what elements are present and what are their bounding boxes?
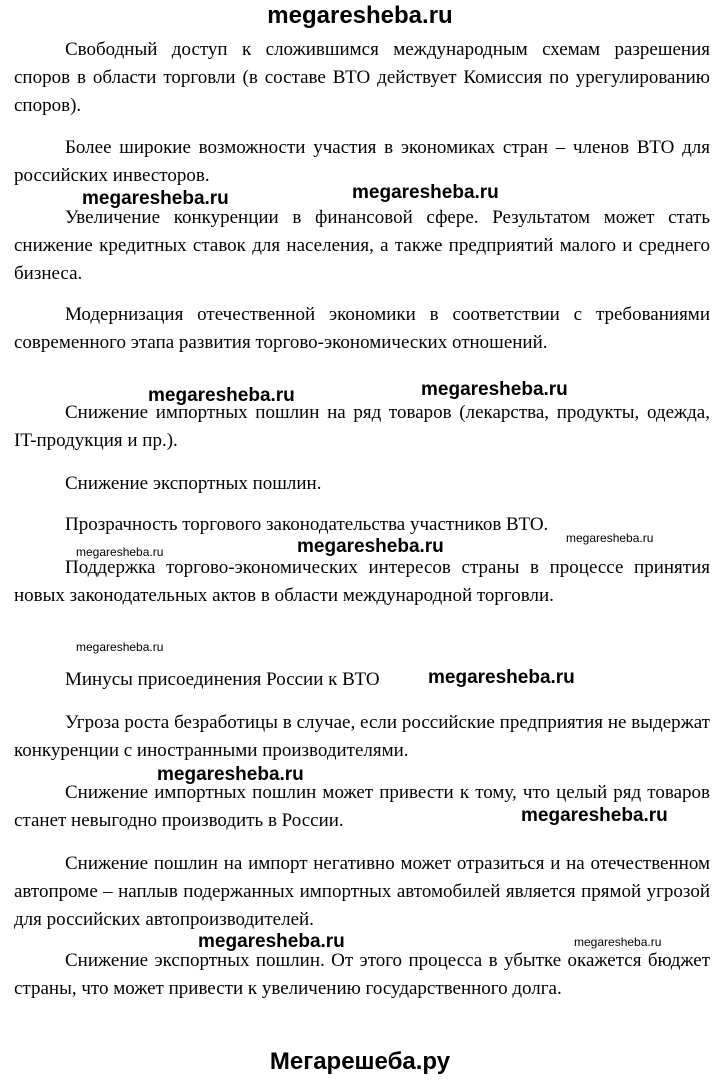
- paragraph-11: Снижение пошлин на импорт негативно может отразиться и на отечественном автопроме – наплыв подержанных импортных автомобилей является прямой угрозой для российских автопроизводителей.: [14, 853, 710, 930]
- site-title-header: megaresheba.ru: [267, 2, 453, 29]
- paragraph-3: Увеличение конкуренции в финансовой сфере. Результатом может стать снижение кредитных ставок для населения, а также предприятий малого и среднего бизнеса.: [14, 207, 710, 284]
- watermark: megaresheba.ru: [297, 536, 444, 557]
- paragraph-8: Поддержка торгово-экономических интересов страны в процессе принятия новых законодательных актов в области международной торговли.: [14, 557, 710, 606]
- section-heading-minuses: Минусы присоединения России к ВТО: [65, 669, 380, 690]
- paragraph-9: Угроза роста безработицы в случае, если российские предприятия не выдержат конкуренции с иностранными производителями.: [14, 712, 710, 761]
- site-title-footer: Мегарешеба.ру: [269, 1048, 451, 1075]
- watermark: megaresheba.ru: [521, 805, 668, 826]
- paragraph-2: Более широкие возможности участия в экономиках стран – членов ВТО для российских инвесторов.: [14, 137, 710, 186]
- watermark-small: megaresheba.ru: [76, 640, 164, 654]
- watermark: megaresheba.ru: [428, 667, 575, 688]
- watermark-small: megaresheba.ru: [76, 545, 164, 559]
- watermark: megaresheba.ru: [148, 385, 295, 406]
- paragraph-1: Свободный доступ к сложившимся международным схемам разрешения споров в области торговли (в составе ВТО действует Комиссия по урегулированию споров).: [14, 39, 710, 116]
- watermark-small: megaresheba.ru: [566, 531, 654, 545]
- paragraph-10: Снижение импортных пошлин может привести к тому, что целый ряд товаров станет невыгодно производить в России.: [14, 782, 710, 831]
- watermark: megaresheba.ru: [421, 379, 568, 400]
- watermark: megaresheba.ru: [157, 764, 304, 785]
- watermark: megaresheba.ru: [82, 188, 229, 209]
- paragraph-12: Снижение экспортных пошлин. От этого процесса в убытке окажется бюджет страны, что может привести к увеличению государственного долга.: [14, 950, 710, 999]
- watermark-small: megaresheba.ru: [574, 935, 662, 949]
- watermark: megaresheba.ru: [352, 182, 499, 203]
- paragraph-4: Модернизация отечественной экономики в соответствии с требованиями современного этапа развития торгово-экономических отношений.: [14, 304, 710, 353]
- watermark: megaresheba.ru: [198, 931, 345, 952]
- paragraph-5: Снижение импортных пошлин на ряд товаров (лекарства, продукты, одежда, IT-продукция и пр.).: [14, 402, 710, 451]
- paragraph-7: Прозрачность торгового законодательства участников ВТО.: [65, 514, 549, 535]
- paragraph-6: Снижение экспортных пошлин.: [65, 473, 322, 494]
